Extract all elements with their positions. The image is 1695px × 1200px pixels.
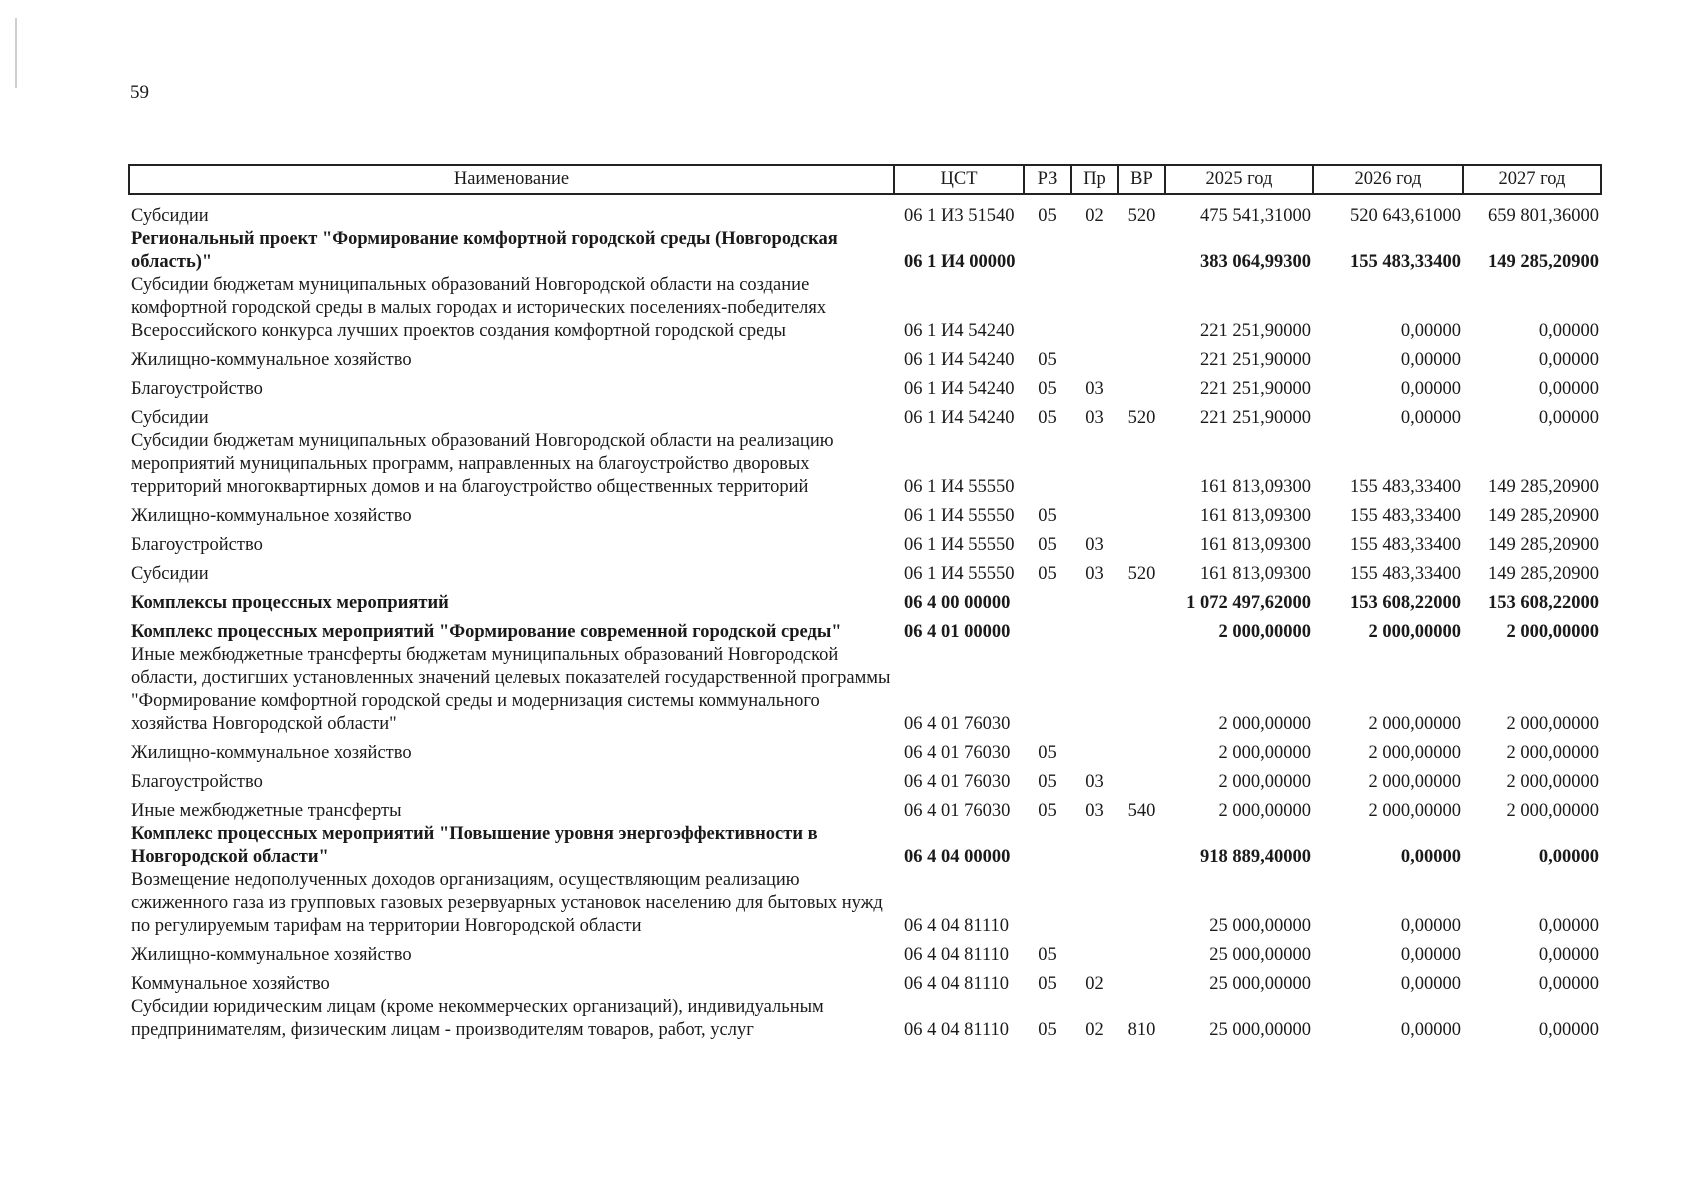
table-row xyxy=(129,938,1601,967)
cell-rz: 05 xyxy=(1038,206,1057,226)
cell-name: Комплекс процессных мероприятий "Формирование современной городской среды" xyxy=(131,622,842,642)
cell-rz: 05 xyxy=(1038,945,1057,965)
table-row xyxy=(129,586,1601,615)
cell-pr xyxy=(1071,586,1118,615)
cell-cst: 06 4 01 76030 xyxy=(904,743,1011,763)
cell-cst: 06 4 04 81110 xyxy=(904,945,1010,965)
cell-2025: 221 251,90000 xyxy=(1200,350,1311,370)
cell-pr xyxy=(1071,499,1118,528)
cell-cst: 06 1 И4 55550 xyxy=(904,535,1015,555)
cell-name: Субсидии бюджетам муниципальных образований Новгородской области на реализацию мероприятий муниципальных программ, направленных на благоустройство дворовых территорий многоквартирных домов и на благоустройство общественных территорий xyxy=(131,431,834,497)
cell-2025: 221 251,90000 xyxy=(1200,408,1311,428)
cell-2025: 2 000,00000 xyxy=(1218,743,1311,763)
cell-cst: 06 1 И4 55550 xyxy=(904,506,1015,526)
cell-cst: 06 1 И4 55550 xyxy=(904,564,1015,584)
table-body xyxy=(129,194,1601,1042)
cell-2026: 153 608,22000 xyxy=(1350,593,1461,613)
cell-pr xyxy=(1071,938,1118,967)
cell-2026: 155 483,33400 xyxy=(1350,506,1461,526)
cell-vr: 540 xyxy=(1127,801,1156,821)
cell-rz: 05 xyxy=(1038,974,1057,994)
cell-2026: 155 483,33400 xyxy=(1350,477,1461,497)
cell-vr: 520 xyxy=(1127,206,1156,226)
cell-vr xyxy=(1118,765,1165,794)
cell-vr xyxy=(1118,499,1165,528)
cell-cst: 06 4 04 81110 xyxy=(904,916,1010,936)
cell-2026: 2 000,00000 xyxy=(1368,743,1461,763)
table-row xyxy=(129,343,1601,372)
cell-vr xyxy=(1118,228,1165,274)
cell-cst: 06 4 01 76030 xyxy=(904,801,1011,821)
cell-rz: 05 xyxy=(1038,1020,1057,1040)
cell-2025: 2 000,00000 xyxy=(1218,772,1311,792)
cell-2026: 2 000,00000 xyxy=(1368,622,1461,642)
cell-pr xyxy=(1071,736,1118,765)
cell-pr xyxy=(1071,823,1118,869)
cell-2026: 155 483,33400 xyxy=(1350,564,1461,584)
cell-cst: 06 4 01 00000 xyxy=(904,622,1011,642)
cell-2026: 0,00000 xyxy=(1400,847,1461,867)
header-2025: 2025 год xyxy=(1165,165,1313,194)
cell-2025: 383 064,99300 xyxy=(1200,252,1311,272)
cell-pr: 02 xyxy=(1085,1020,1104,1040)
cell-cst: 06 4 01 76030 xyxy=(904,714,1011,734)
cell-2027: 153 608,22000 xyxy=(1488,593,1599,613)
table-row xyxy=(129,644,1601,736)
cell-rz: 05 xyxy=(1038,379,1057,399)
cell-rz xyxy=(1024,823,1071,869)
cell-2025: 25 000,00000 xyxy=(1209,916,1311,936)
cell-rz: 05 xyxy=(1038,564,1057,584)
cell-2027: 0,00000 xyxy=(1538,350,1599,370)
cell-pr xyxy=(1071,615,1118,644)
cell-2027: 149 285,20900 xyxy=(1488,252,1599,272)
cell-vr xyxy=(1118,869,1165,938)
cell-name: Субсидии xyxy=(131,564,209,584)
cell-vr xyxy=(1118,430,1165,499)
cell-2027: 0,00000 xyxy=(1538,408,1599,428)
cell-name: Иные межбюджетные трансферты бюджетам муниципальных образований Новгородской области, достигших установленных значений целевых показателей государственной программы "Формирование комфортной городской среды и модернизация системы коммунального хозяйства Новгородской области" xyxy=(131,645,891,734)
cell-2027: 0,00000 xyxy=(1538,321,1599,341)
cell-cst: 06 1 И4 55550 xyxy=(904,477,1015,497)
cell-2025: 1 072 497,62000 xyxy=(1186,593,1311,613)
cell-name: Иные межбюджетные трансферты xyxy=(131,801,402,821)
cell-2026: 520 643,61000 xyxy=(1350,206,1461,226)
header-pr: Пр xyxy=(1071,165,1118,194)
cell-cst: 06 4 00 00000 xyxy=(904,593,1011,613)
cell-2026: 2 000,00000 xyxy=(1368,772,1461,792)
cell-2026: 155 483,33400 xyxy=(1350,252,1461,272)
cell-2027: 0,00000 xyxy=(1538,847,1599,867)
cell-2026: 2 000,00000 xyxy=(1368,801,1461,821)
header-2027: 2027 год xyxy=(1463,165,1601,194)
table-row xyxy=(129,194,1601,228)
cell-2025: 25 000,00000 xyxy=(1209,974,1311,994)
cell-2025: 2 000,00000 xyxy=(1218,801,1311,821)
cell-vr xyxy=(1118,736,1165,765)
table-row xyxy=(129,736,1601,765)
cell-cst: 06 4 01 76030 xyxy=(904,772,1011,792)
table-row xyxy=(129,765,1601,794)
cell-name: Жилищно-коммунальное хозяйство xyxy=(131,945,412,965)
cell-rz: 05 xyxy=(1038,801,1057,821)
cell-2025: 918 889,40000 xyxy=(1200,847,1311,867)
cell-2025: 475 541,31000 xyxy=(1200,206,1311,226)
cell-name: Благоустройство xyxy=(131,535,263,555)
cell-name: Субсидии юридическим лицам (кроме некоммерческих организаций), индивидуальным предпринимателям, физическим лицам - производителям товаров, работ, услуг xyxy=(131,997,824,1040)
header-2026: 2026 год xyxy=(1313,165,1463,194)
table-row xyxy=(129,996,1601,1042)
cell-2026: 0,00000 xyxy=(1400,1020,1461,1040)
table-row xyxy=(129,430,1601,499)
table-row xyxy=(129,794,1601,823)
cell-rz: 05 xyxy=(1038,408,1057,428)
cell-pr xyxy=(1071,869,1118,938)
cell-pr: 03 xyxy=(1085,535,1104,555)
cell-2027: 659 801,36000 xyxy=(1488,206,1599,226)
cell-pr xyxy=(1071,274,1118,343)
cell-vr: 520 xyxy=(1127,564,1156,584)
table-row xyxy=(129,869,1601,938)
cell-2025: 25 000,00000 xyxy=(1209,1020,1311,1040)
table-row xyxy=(129,528,1601,557)
cell-2026: 155 483,33400 xyxy=(1350,535,1461,555)
cell-2027: 149 285,20900 xyxy=(1488,535,1599,555)
scan-edge-line xyxy=(15,18,17,88)
cell-name: Субсидии xyxy=(131,408,209,428)
cell-name: Коммунальное хозяйство xyxy=(131,974,330,994)
cell-2027: 2 000,00000 xyxy=(1506,622,1599,642)
cell-2025: 161 813,09300 xyxy=(1200,535,1311,555)
cell-2026: 0,00000 xyxy=(1400,350,1461,370)
cell-2026: 0,00000 xyxy=(1400,379,1461,399)
cell-2027: 149 285,20900 xyxy=(1488,564,1599,584)
cell-pr: 03 xyxy=(1085,408,1104,428)
cell-rz: 05 xyxy=(1038,350,1057,370)
cell-pr: 02 xyxy=(1085,974,1104,994)
cell-name: Благоустройство xyxy=(131,379,263,399)
cell-vr xyxy=(1118,615,1165,644)
cell-rz xyxy=(1024,869,1071,938)
header-vr: ВР xyxy=(1118,165,1165,194)
cell-2027: 2 000,00000 xyxy=(1506,801,1599,821)
cell-2025: 161 813,09300 xyxy=(1200,564,1311,584)
cell-pr xyxy=(1071,644,1118,736)
cell-vr xyxy=(1118,372,1165,401)
table-row xyxy=(129,557,1601,586)
cell-2027: 0,00000 xyxy=(1538,974,1599,994)
cell-vr xyxy=(1118,967,1165,996)
cell-vr: 520 xyxy=(1127,408,1156,428)
cell-2025: 2 000,00000 xyxy=(1218,622,1311,642)
header-name: Наименование xyxy=(129,165,894,194)
cell-2027: 149 285,20900 xyxy=(1488,477,1599,497)
cell-2027: 0,00000 xyxy=(1538,916,1599,936)
cell-name: Региональный проект "Формирование комфортной городской среды (Новгородская область)" xyxy=(131,229,838,272)
cell-2026: 0,00000 xyxy=(1400,974,1461,994)
cell-pr xyxy=(1071,343,1118,372)
cell-vr xyxy=(1118,823,1165,869)
cell-cst: 06 4 04 81110 xyxy=(904,974,1010,994)
cell-vr xyxy=(1118,343,1165,372)
cell-name: Жилищно-коммунальное хозяйство xyxy=(131,743,412,763)
cell-2027: 0,00000 xyxy=(1538,1020,1599,1040)
cell-rz xyxy=(1024,274,1071,343)
header-row xyxy=(129,165,1601,194)
cell-cst: 06 1 И4 54240 xyxy=(904,379,1015,399)
cell-2025: 25 000,00000 xyxy=(1209,945,1311,965)
cell-rz xyxy=(1024,228,1071,274)
cell-pr: 03 xyxy=(1085,379,1104,399)
cell-cst: 06 4 04 00000 xyxy=(904,847,1011,867)
cell-2026: 0,00000 xyxy=(1400,321,1461,341)
budget-table xyxy=(128,164,1602,1042)
cell-cst: 06 1 И4 54240 xyxy=(904,321,1015,341)
table-row xyxy=(129,401,1601,430)
cell-pr: 03 xyxy=(1085,772,1104,792)
cell-rz: 05 xyxy=(1038,772,1057,792)
cell-2026: 0,00000 xyxy=(1400,945,1461,965)
cell-name: Жилищно-коммунальное хозяйство xyxy=(131,506,412,526)
cell-2025: 221 251,90000 xyxy=(1200,379,1311,399)
cell-cst: 06 1 И3 51540 xyxy=(904,206,1015,226)
cell-pr xyxy=(1071,228,1118,274)
cell-rz: 05 xyxy=(1038,743,1057,763)
cell-2027: 2 000,00000 xyxy=(1506,743,1599,763)
cell-2026: 0,00000 xyxy=(1400,916,1461,936)
cell-2025: 161 813,09300 xyxy=(1200,477,1311,497)
table-row xyxy=(129,615,1601,644)
cell-2026: 2 000,00000 xyxy=(1368,714,1461,734)
table-row xyxy=(129,372,1601,401)
cell-vr xyxy=(1118,644,1165,736)
cell-cst: 06 1 И4 00000 xyxy=(904,252,1016,272)
table-row xyxy=(129,274,1601,343)
cell-rz xyxy=(1024,644,1071,736)
cell-name: Субсидии бюджетам муниципальных образований Новгородской области на создание комфортной городской среды в малых городах и исторических поселениях-победителях Всероссийского конкурса лучших проектов создания комфортной городской среды xyxy=(131,275,827,341)
cell-2025: 2 000,00000 xyxy=(1218,714,1311,734)
cell-rz: 05 xyxy=(1038,535,1057,555)
cell-2027: 0,00000 xyxy=(1538,945,1599,965)
cell-2025: 221 251,90000 xyxy=(1200,321,1311,341)
cell-name: Субсидии xyxy=(131,206,209,226)
cell-2027: 2 000,00000 xyxy=(1506,714,1599,734)
cell-pr: 02 xyxy=(1085,206,1104,226)
cell-pr: 03 xyxy=(1085,564,1104,584)
table-row xyxy=(129,823,1601,869)
cell-vr xyxy=(1118,528,1165,557)
cell-cst: 06 1 И4 54240 xyxy=(904,350,1015,370)
cell-2025: 161 813,09300 xyxy=(1200,506,1311,526)
cell-name: Комплексы процессных мероприятий xyxy=(131,593,449,613)
page-number: 59 xyxy=(130,82,149,103)
cell-rz xyxy=(1024,615,1071,644)
cell-pr: 03 xyxy=(1085,801,1104,821)
header-rz: РЗ xyxy=(1024,165,1071,194)
cell-cst: 06 4 04 81110 xyxy=(904,1020,1010,1040)
cell-rz: 05 xyxy=(1038,506,1057,526)
table-row xyxy=(129,967,1601,996)
cell-2027: 149 285,20900 xyxy=(1488,506,1599,526)
cell-pr xyxy=(1071,430,1118,499)
table-row xyxy=(129,228,1601,274)
cell-rz xyxy=(1024,586,1071,615)
cell-vr xyxy=(1118,586,1165,615)
cell-name: Благоустройство xyxy=(131,772,263,792)
table-row xyxy=(129,499,1601,528)
cell-vr xyxy=(1118,938,1165,967)
cell-vr xyxy=(1118,274,1165,343)
cell-cst: 06 1 И4 54240 xyxy=(904,408,1015,428)
cell-vr: 810 xyxy=(1127,1020,1156,1040)
cell-2027: 2 000,00000 xyxy=(1506,772,1599,792)
header-cst: ЦСТ xyxy=(894,165,1024,194)
cell-2026: 0,00000 xyxy=(1400,408,1461,428)
cell-2027: 0,00000 xyxy=(1538,379,1599,399)
cell-name: Комплекс процессных мероприятий "Повышение уровня энергоэффективности в Новгородской области" xyxy=(131,824,818,867)
cell-rz xyxy=(1024,430,1071,499)
cell-name: Возмещение недополученных доходов организациям, осуществляющим реализацию сжиженного газа из групповых газовых резервуарных установок населению для бытовых нужд по регулируемым тарифам на территории Новгородской области xyxy=(131,870,883,936)
cell-name: Жилищно-коммунальное хозяйство xyxy=(131,350,412,370)
